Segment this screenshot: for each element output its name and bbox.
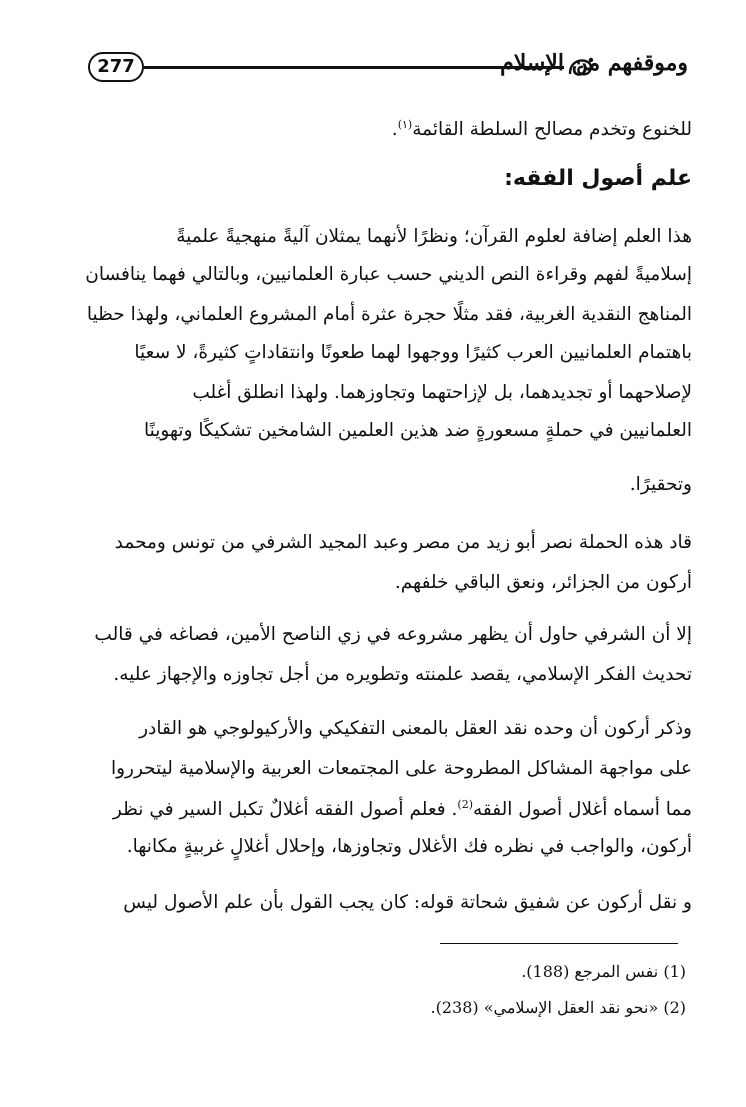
- text-line: أركون من الجزائر، ونعق الباقي خلفهم.: [394, 572, 692, 593]
- page-number: 277: [88, 52, 144, 82]
- text-line: إلا أن الشرفي حاول أن يظهر مشروعه في زي الناصح الأمين، فصاغه في قالب: [94, 624, 692, 645]
- text-line: العلمانيين في حملةٍ مسعورةٍ ضد هذين العلمين الشامخين تشكيكًا وتهوينًا: [143, 420, 692, 441]
- text-line: وذكر أركون أن وحده نقد العقل بالمعنى التفكيكي والأركيولوجي هو القادر: [139, 718, 692, 739]
- text-line: تحديث الفكر الإسلامي، يقصد علمنته وتطويره من أجل تجاوزه والإجهاز عليه.: [113, 664, 692, 685]
- text-line: مما أسماه أغلال أصول الفقه$^{(2)}$. فعلم أصول الفقه أغلالٌ تكبل السير في نظر: [112, 798, 692, 821]
- text-line: قاد هذه الحملة نصر أبو زيد من مصر وعبد المجيد الشرفي من تونس ومحمد: [114, 532, 692, 553]
- text-line: باهتمام العلمانيين العرب كثيرًا ووجهوا لهما طعونًا وانتقاداتٍ كثيرةً، لا سعيًا: [134, 342, 692, 363]
- footnote-ref: (١): [397, 118, 413, 131]
- footnote-rule: [440, 943, 678, 944]
- text-line: هذا العلم إضافة لعلوم القرآن؛ ونظرًا لأنهما يمثلان آليةً منهجيةً علميةً: [176, 226, 692, 247]
- footnote: (2) «نحو نقد العقل الإسلامي» (238).: [430, 998, 686, 1017]
- text-line: إسلاميةً لفهم وقراءة النص الديني حسب عبارة العلمانيين، وبالتالي فهما ينافسان: [85, 264, 692, 285]
- section-heading: علم أصول الفقه:: [504, 166, 692, 191]
- text-line: أركون، والواجب في نظره فك الأغلال وتجاوزها، وإحلال أغلالٍ غربيةٍ مكانها.: [126, 836, 692, 857]
- running-title: وموقفهم من الإسلام: [500, 50, 688, 76]
- text-line: على مواجهة المشاكل المطروحة على المجتمعات العربية والإسلامية ليتحرروا: [110, 758, 692, 779]
- text-line: و نقل أركون عن شفيق شحاتة قوله: كان يجب القول بأن علم الأصول ليس: [123, 892, 692, 913]
- footnote-ref: (2): [457, 798, 474, 811]
- text-line: للخنوع وتخدم مصالح السلطة القائمة$^{(١)}$.: [391, 118, 692, 141]
- text-line: وتحقيرًا.: [629, 474, 692, 495]
- text-line: المناهج النقدية الغربية، فقد مثلًا حجرة عثرة أمام المشروع العلماني، ولهذا حظيا: [86, 304, 692, 325]
- text-line: لإصلاحهما أو تجديدهما، بل لإزاحتهما وتجاوزهما. ولهذا انطلق أغلب: [192, 382, 692, 403]
- footnote: (1) نفس المرجع (188).: [521, 962, 686, 981]
